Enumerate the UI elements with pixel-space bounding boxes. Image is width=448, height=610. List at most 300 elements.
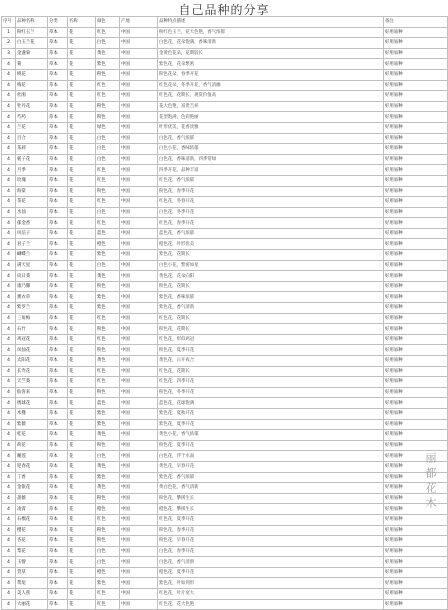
variety-name-cell: 凌霄 (16, 504, 48, 515)
origin-cell: 中国 (120, 218, 158, 229)
variety-name-cell: 粉红玉兰 (16, 27, 48, 38)
description-cell: 紫色花，花期长 (158, 250, 384, 261)
variety-name-cell: 樱花 (16, 525, 48, 536)
table-row (2, 313, 448, 324)
origin-cell: 中国 (120, 228, 158, 239)
color-cell: 白色 (96, 546, 120, 557)
note-cell: 好用易种 (384, 366, 448, 377)
variety-name-cell: 凤仙花 (16, 345, 48, 356)
variety-name-cell: 三角梅 (16, 313, 48, 324)
origin-cell: 中国 (120, 356, 158, 367)
color-cell: 白色 (96, 260, 120, 271)
note-cell: 好用易种 (384, 536, 448, 547)
category-cell: 草本 (48, 69, 68, 80)
variety-name-cell: 丁香 (16, 472, 48, 483)
description-cell: 粉色花，春季开花 (158, 186, 384, 197)
type-cell: 花 (68, 599, 96, 610)
color-cell: 紫色 (96, 578, 120, 589)
category-cell: 草本 (48, 483, 68, 494)
type-cell: 花 (68, 292, 96, 303)
description-cell: 红色花，花大色艳 (158, 599, 384, 610)
category-cell: 草本 (48, 419, 68, 430)
note-cell: 好用易种 (384, 165, 448, 176)
origin-cell: 中国 (120, 324, 158, 335)
row-number-cell: 4 (2, 546, 16, 557)
category-cell: 草本 (48, 334, 68, 345)
category-cell: 草本 (48, 387, 68, 398)
type-cell: 花 (68, 514, 96, 525)
type-cell: 花 (68, 451, 96, 462)
description-cell: 白色花，春季开花 (158, 546, 384, 557)
origin-cell: 中国 (120, 366, 158, 377)
color-cell: 红色 (96, 197, 120, 208)
origin-cell: 中国 (120, 334, 158, 345)
color-cell: 粉色 (96, 440, 120, 451)
category-cell: 草本 (48, 536, 68, 547)
note-cell: 好用易种 (384, 377, 448, 388)
note-cell: 好用易种 (384, 101, 448, 112)
description-cell: 红色花，夏季开花 (158, 514, 384, 525)
variety-name-cell: 美人蕉 (16, 589, 48, 600)
category-cell: 草本 (48, 546, 68, 557)
note-cell: 好用易种 (384, 514, 448, 525)
description-cell: 白色花，冬季开花 (158, 207, 384, 218)
variety-name-cell: 满天星 (16, 260, 48, 271)
description-cell: 蓝色花，香气浓郁 (158, 228, 384, 239)
description-cell: 红色花，花期长 (158, 366, 384, 377)
color-cell: 紫色 (96, 303, 120, 314)
type-cell: 花 (68, 48, 96, 59)
table-row (2, 356, 448, 367)
type-cell: 花 (68, 483, 96, 494)
origin-cell: 中国 (120, 303, 158, 314)
variety-name-cell: 牡丹花 (16, 101, 48, 112)
origin-cell: 中国 (120, 557, 158, 568)
type-cell: 花 (68, 218, 96, 229)
table-row (2, 59, 448, 70)
type-cell: 花 (68, 250, 96, 261)
color-cell: 粉色 (96, 525, 120, 536)
description-cell: 红色花，花期长，观赏价值高 (158, 91, 384, 102)
origin-cell: 中国 (120, 27, 158, 38)
note-cell: 好用易种 (384, 589, 448, 600)
note-cell: 好用易种 (384, 419, 448, 430)
origin-cell: 中国 (120, 313, 158, 324)
origin-cell: 中国 (120, 144, 158, 155)
origin-cell: 中国 (120, 514, 158, 525)
row-number-cell: 4 (2, 69, 16, 80)
variety-name-cell: 水仙 (16, 207, 48, 218)
table-row (2, 324, 448, 335)
color-cell: 红色 (96, 175, 120, 186)
header-cell: 品种名称 (16, 17, 48, 28)
table-row (2, 38, 448, 49)
type-cell: 花 (68, 281, 96, 292)
variety-name-cell: 金盏菊 (16, 48, 48, 59)
variety-name-cell: 迎春花 (16, 461, 48, 472)
table-row (2, 122, 448, 133)
origin-cell: 中国 (120, 80, 158, 91)
category-cell: 草本 (48, 154, 68, 165)
variety-name-cell: 海棠 (16, 186, 48, 197)
note-cell: 好用易种 (384, 48, 448, 59)
row-number-cell: 4 (2, 218, 16, 229)
table-row (2, 175, 448, 186)
category-cell: 草本 (48, 578, 68, 589)
variety-name-cell: 百合 (16, 133, 48, 144)
type-cell: 花 (68, 472, 96, 483)
note-cell: 好用易种 (384, 578, 448, 589)
note-cell: 好用易种 (384, 239, 448, 250)
color-cell: 紫色 (96, 250, 120, 261)
color-cell: 粉色 (96, 324, 120, 335)
note-cell: 好用易种 (384, 493, 448, 504)
row-number-cell: 4 (2, 398, 16, 409)
description-cell: 粉色花朵，春季开花 (158, 69, 384, 80)
note-cell: 好用易种 (384, 228, 448, 239)
color-cell: 红色 (96, 366, 120, 377)
note-cell: 好用易种 (384, 461, 448, 472)
variety-name-cell: 杏花 (16, 536, 48, 547)
row-number-cell: 4 (2, 91, 16, 102)
color-cell: 白色 (96, 451, 120, 462)
row-number-cell: 4 (2, 387, 16, 398)
color-cell: 红色 (96, 165, 120, 176)
origin-cell: 中国 (120, 122, 158, 133)
color-cell: 粉色 (96, 69, 120, 80)
category-cell: 草本 (48, 218, 68, 229)
variety-name-cell: 君子兰 (16, 239, 48, 250)
table-row (2, 69, 448, 80)
table-row (2, 387, 448, 398)
color-cell: 粉色 (96, 493, 120, 504)
origin-cell: 中国 (120, 493, 158, 504)
type-cell: 花 (68, 377, 96, 388)
description-cell: 黄色花，日开夜合 (158, 356, 384, 367)
variety-name-cell: 薰衣草 (16, 292, 48, 303)
note-cell: 好用易种 (384, 281, 448, 292)
description-cell: 红色花，冬春开花 (158, 197, 384, 208)
origin-cell: 中国 (120, 567, 158, 578)
description-cell: 橙色花，叶形优美 (158, 239, 384, 250)
table-row (2, 260, 448, 271)
variety-name-cell: 萱草 (16, 567, 48, 578)
row-number-cell: 4 (2, 59, 16, 70)
description-cell: 白色花，浮于水面 (158, 451, 384, 462)
color-cell: 红色 (96, 599, 120, 610)
category-cell: 草本 (48, 292, 68, 303)
origin-cell: 中国 (120, 133, 158, 144)
color-cell: 白色 (96, 154, 120, 165)
type-cell: 花 (68, 27, 96, 38)
category-cell: 草本 (48, 567, 68, 578)
description-cell: 紫色花，叶如剑形 (158, 578, 384, 589)
table-row (2, 589, 448, 600)
type-cell: 花 (68, 557, 96, 568)
type-cell: 花 (68, 101, 96, 112)
table-row (2, 48, 448, 59)
category-cell: 草本 (48, 589, 68, 600)
table-row (2, 133, 448, 144)
type-cell: 花 (68, 228, 96, 239)
variety-name-cell: 桂花 (16, 430, 48, 441)
category-cell: 草本 (48, 271, 68, 282)
note-cell: 好用易种 (384, 303, 448, 314)
color-cell: 紫色 (96, 472, 120, 483)
variety-name-cell: 大丽花 (16, 599, 48, 610)
origin-cell: 中国 (120, 504, 158, 515)
category-cell: 草本 (48, 112, 68, 123)
type-cell: 花 (68, 504, 96, 515)
category-cell: 草本 (48, 356, 68, 367)
color-cell: 蓝色 (96, 228, 120, 239)
table-row (2, 303, 448, 314)
description-cell: 紫色花，夏季开花 (158, 419, 384, 430)
origin-cell: 中国 (120, 260, 158, 271)
note-cell: 好用易种 (384, 599, 448, 610)
color-cell: 黄色 (96, 48, 120, 59)
color-cell: 红色 (96, 313, 120, 324)
row-number-cell: 4 (2, 504, 16, 515)
type-cell: 花 (68, 578, 96, 589)
description-cell: 叶形优美，花香淡雅 (158, 122, 384, 133)
origin-cell: 中国 (120, 430, 158, 441)
category-cell: 草本 (48, 493, 68, 504)
row-number-cell: 4 (2, 472, 16, 483)
origin-cell: 中国 (120, 38, 158, 49)
description-cell: 红色花，四季开花 (158, 377, 384, 388)
category-cell: 草本 (48, 91, 68, 102)
type-cell: 花 (68, 69, 96, 80)
origin-cell: 中国 (120, 271, 158, 282)
row-number-cell: 4 (2, 599, 16, 610)
variety-name-cell: 茶花 (16, 197, 48, 208)
type-cell: 花 (68, 589, 96, 600)
description-cell: 粉色花，春季开花 (158, 525, 384, 536)
note-cell: 好用易种 (384, 504, 448, 515)
note-cell: 好用易种 (384, 451, 448, 462)
type-cell: 花 (68, 122, 96, 133)
category-cell: 草本 (48, 133, 68, 144)
origin-cell: 中国 (120, 112, 158, 123)
note-cell: 好用易种 (384, 546, 448, 557)
category-cell: 草本 (48, 398, 68, 409)
description-cell: 蓝色花，花球饱满 (158, 398, 384, 409)
type-cell: 花 (68, 165, 96, 176)
watermark (418, 452, 442, 552)
type-cell: 花 (68, 536, 96, 547)
variety-name-cell: 康乃馨 (16, 281, 48, 292)
description-cell: 红色花，形似鸡冠 (158, 334, 384, 345)
row-number-cell: 4 (2, 461, 16, 472)
description-cell: 红色花，香气浓郁 (158, 175, 384, 186)
row-number-cell: 4 (2, 324, 16, 335)
origin-cell: 中国 (120, 345, 158, 356)
note-cell: 好用易种 (384, 112, 448, 123)
note-cell: 好用易种 (384, 430, 448, 441)
note-cell: 好用易种 (384, 207, 448, 218)
type-cell: 花 (68, 493, 96, 504)
variety-name-cell: 芍药 (16, 112, 48, 123)
row-number-cell: 4 (2, 514, 16, 525)
color-cell: 白色 (96, 133, 120, 144)
category-cell: 草本 (48, 440, 68, 451)
row-number-cell: 4 (2, 260, 16, 271)
table-row (2, 514, 448, 525)
description-cell: 粉色花，夏季开花 (158, 440, 384, 451)
color-cell: 黄色 (96, 430, 120, 441)
description-cell: 黄白色花，香气清新 (158, 483, 384, 494)
category-cell: 草本 (48, 324, 68, 335)
variety-name-cell: 梅花 (16, 80, 48, 91)
type-cell: 花 (68, 419, 96, 430)
table-row (2, 281, 448, 292)
note-cell: 好用易种 (384, 387, 448, 398)
type-cell: 花 (68, 546, 96, 557)
table-row (2, 408, 448, 419)
header-cell: 品种特点描述 (158, 17, 384, 28)
category-cell: 草本 (48, 514, 68, 525)
origin-cell: 中国 (120, 165, 158, 176)
origin-cell: 中国 (120, 69, 158, 80)
color-cell: 黄色 (96, 271, 120, 282)
category-cell: 草本 (48, 175, 68, 186)
variety-name-cell: 紫薇 (16, 419, 48, 430)
type-cell: 花 (68, 80, 96, 91)
note-cell: 好用易种 (384, 398, 448, 409)
variety-name-cell: 梨花 (16, 546, 48, 557)
variety-name-cell: 天竺葵 (16, 377, 48, 388)
category-cell: 草本 (48, 377, 68, 388)
note-cell: 好用易种 (384, 345, 448, 356)
row-number-cell: 4 (2, 419, 16, 430)
row-number-cell: 4 (2, 122, 16, 133)
table-row (2, 546, 448, 557)
origin-cell: 中国 (120, 239, 158, 250)
origin-cell: 中国 (120, 483, 158, 494)
row-number-cell: 4 (2, 101, 16, 112)
row-number-cell: 4 (2, 578, 16, 589)
type-cell: 花 (68, 91, 96, 102)
note-cell: 好用易种 (384, 38, 448, 49)
type-cell: 花 (68, 175, 96, 186)
description-cell: 花型饱满，色彩艳丽 (158, 112, 384, 123)
description-cell: 红色花，花期长 (158, 313, 384, 324)
table-row (2, 91, 448, 102)
type-cell: 花 (68, 112, 96, 123)
color-cell: 红色 (96, 589, 120, 600)
color-cell: 粉色 (96, 387, 120, 398)
header-cell: 名称 (68, 17, 96, 28)
note-cell: 好用易种 (384, 525, 448, 536)
type-cell: 花 (68, 271, 96, 282)
variety-name-cell: 仙客来 (16, 387, 48, 398)
table-row (2, 228, 448, 239)
origin-cell: 中国 (120, 536, 158, 547)
row-number-cell: 4 (2, 313, 16, 324)
row-number-cell: 4 (2, 165, 16, 176)
table-row (2, 430, 448, 441)
description-cell: 白色花，香味清新，四季常绿 (158, 154, 384, 165)
category-cell: 草本 (48, 59, 68, 70)
variety-name-cell: 杜鹃 (16, 91, 48, 102)
row-number-cell: 4 (2, 228, 16, 239)
color-cell: 紫色 (96, 59, 120, 70)
variety-name-cell: 玫瑰 (16, 175, 48, 186)
description-cell: 黄色花，花朵向阳 (158, 271, 384, 282)
category-cell: 草本 (48, 525, 68, 536)
row-number-cell: 4 (2, 345, 16, 356)
variety-name-cell: 风信子 (16, 228, 48, 239)
description-cell: 粉色花，早春开花 (158, 536, 384, 547)
description-cell: 白色花，花朵饱满，香味清新 (158, 38, 384, 49)
category-cell: 草本 (48, 197, 68, 208)
description-cell: 四季开花，品种丰富 (158, 165, 384, 176)
row-number-cell: 4 (2, 451, 16, 462)
type-cell: 花 (68, 38, 96, 49)
variety-name-cell: 桃花 (16, 69, 48, 80)
table-row (2, 461, 448, 472)
table-row (2, 451, 448, 462)
description-cell: 紫色花，香气浓郁 (158, 472, 384, 483)
table-row (2, 377, 448, 388)
note-cell: 好用易种 (384, 356, 448, 367)
header-cell: 分类 (48, 17, 68, 28)
table-row (2, 218, 448, 229)
document-title: 自己品种的分享 (178, 3, 270, 17)
type-cell: 花 (68, 366, 96, 377)
type-cell: 花 (68, 356, 96, 367)
variety-name-cell: 茉莉 (16, 144, 48, 155)
description-cell: 花大色艳，富贵吉祥 (158, 101, 384, 112)
row-number-cell: 4 (2, 292, 16, 303)
origin-cell: 中国 (120, 599, 158, 610)
note-cell: 好用易种 (384, 218, 448, 229)
type-cell: 花 (68, 207, 96, 218)
origin-cell: 中国 (120, 546, 158, 557)
row-number-cell: 4 (2, 80, 16, 91)
table-row (2, 239, 448, 250)
table-row (2, 525, 448, 536)
variety-name-cell: 郁金香 (16, 218, 48, 229)
color-cell: 粉色 (96, 101, 120, 112)
variety-name-cell: 绣球花 (16, 398, 48, 409)
category-cell: 草本 (48, 250, 68, 261)
color-cell: 粉色 (96, 536, 120, 547)
variety-name-cell: 长寿花 (16, 366, 48, 377)
variety-name-cell: 兰花 (16, 122, 48, 133)
row-number-cell: 4 (2, 144, 16, 155)
category-cell: 草本 (48, 451, 68, 462)
origin-cell: 中国 (120, 197, 158, 208)
description-cell: 白色小花，繁密如星 (158, 260, 384, 271)
table-row (2, 112, 448, 123)
table-row (2, 557, 448, 568)
row-number-cell: 4 (2, 440, 16, 451)
note-cell: 好用易种 (384, 271, 448, 282)
type-cell: 花 (68, 239, 96, 250)
color-cell: 红色 (96, 91, 120, 102)
variety-name-cell: 月季 (16, 165, 48, 176)
category-cell: 草本 (48, 461, 68, 472)
row-number-cell: 4 (2, 366, 16, 377)
category-cell: 草本 (48, 557, 68, 568)
variety-name-cell: 紫罗兰 (16, 303, 48, 314)
description-cell: 紫色花，香味浓郁 (158, 292, 384, 303)
table-row (2, 207, 448, 218)
type-cell: 花 (68, 461, 96, 472)
table-row (2, 144, 448, 155)
